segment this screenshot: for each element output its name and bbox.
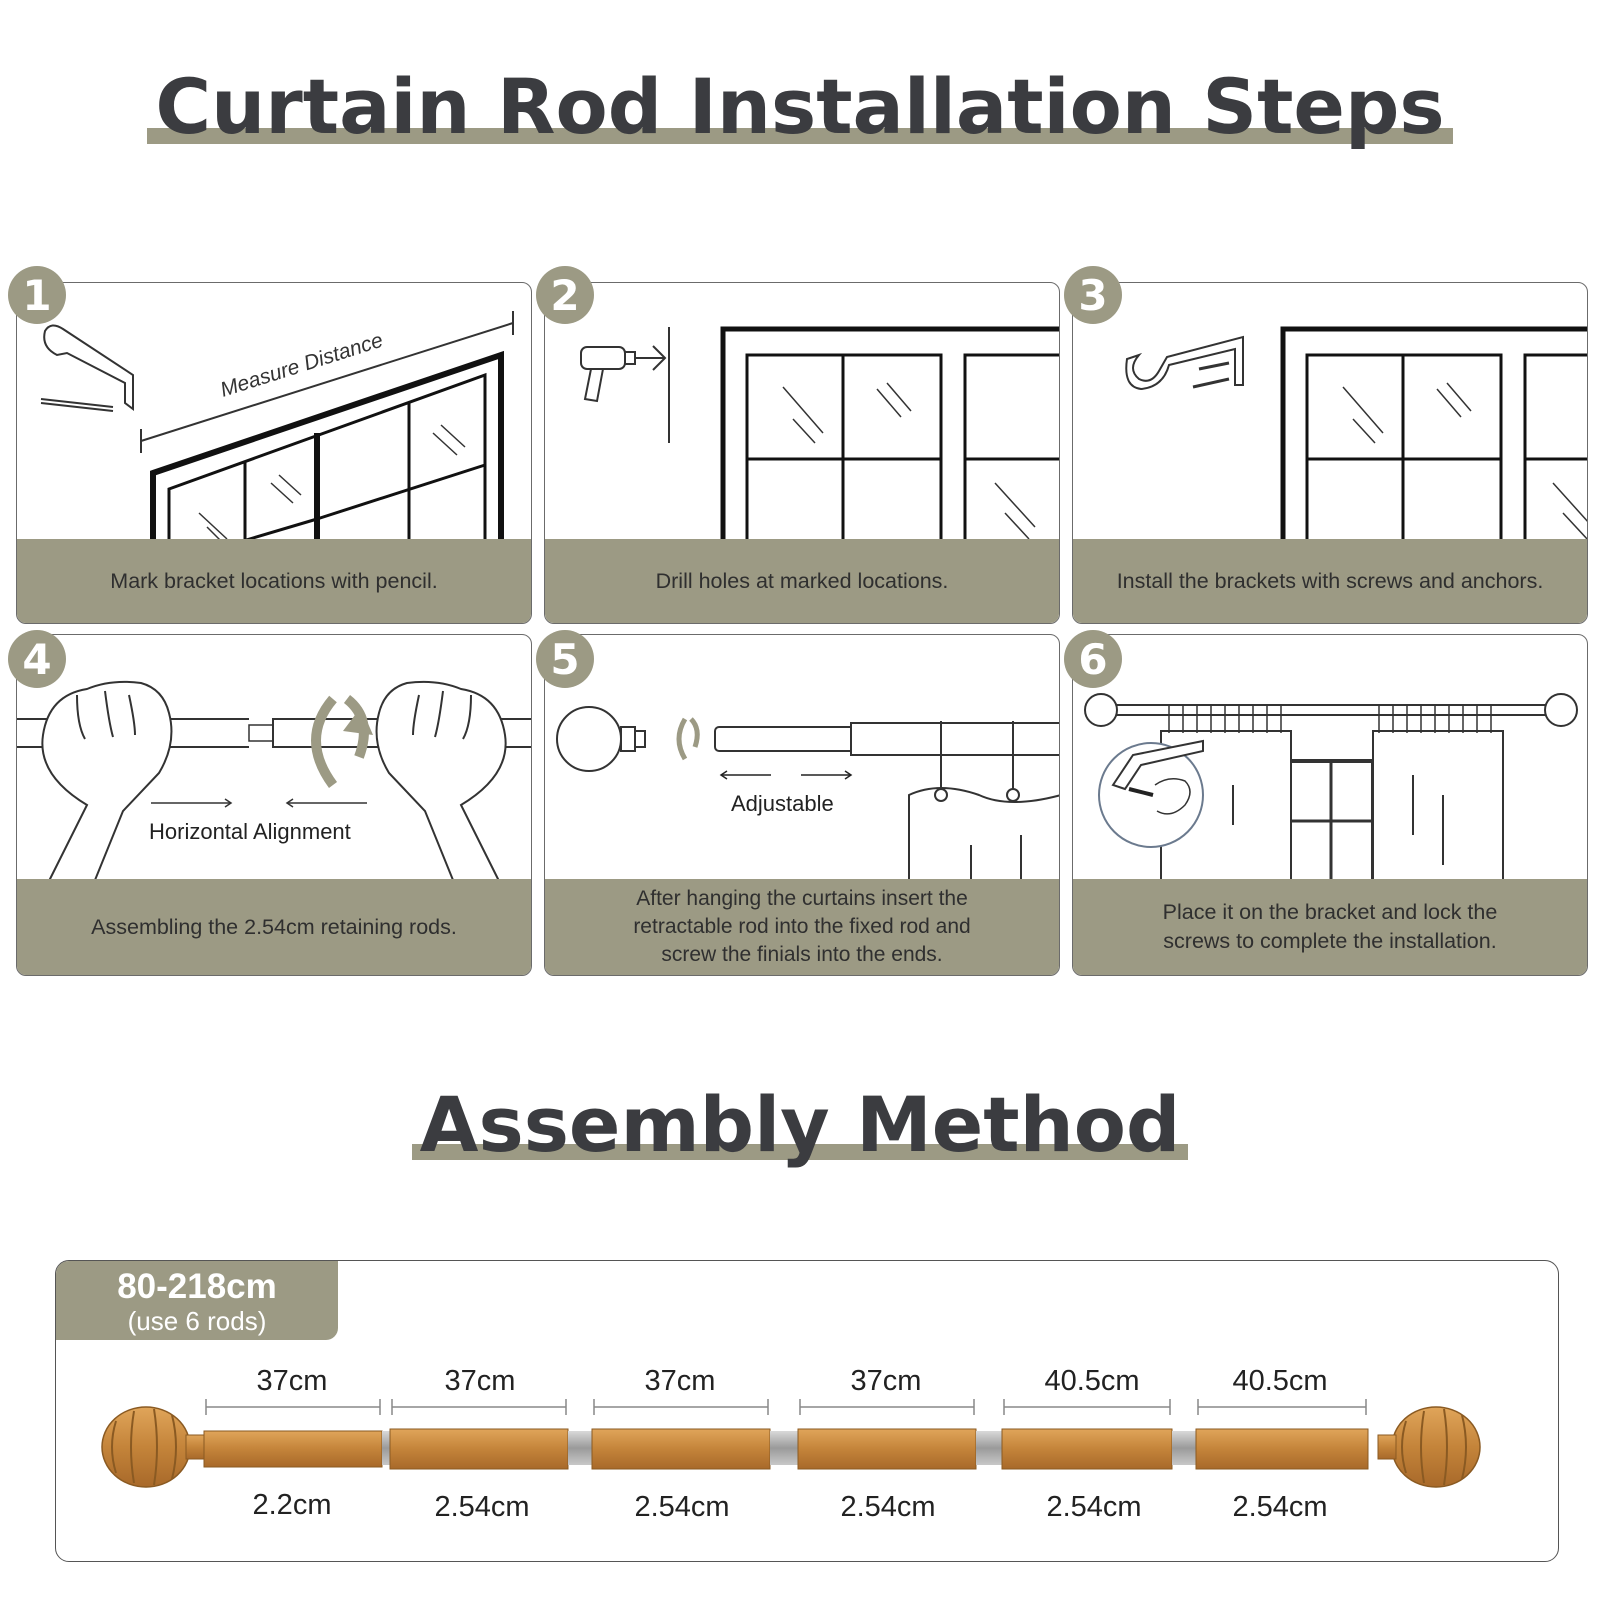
assembly-title: Assembly Method bbox=[419, 1080, 1181, 1169]
finial-icon bbox=[557, 707, 645, 771]
step-4-panel bbox=[16, 634, 532, 976]
length-dimension-lines bbox=[206, 1399, 1366, 1415]
step-1-panel bbox=[16, 282, 532, 624]
dimension-line bbox=[206, 1399, 380, 1415]
step-4-caption: Assembling the 2.54cm retaining rods. bbox=[17, 879, 531, 975]
rod-segment bbox=[798, 1429, 976, 1469]
range-value: 80-218cm bbox=[117, 1267, 277, 1306]
rod-segments bbox=[204, 1429, 1368, 1469]
dimension-line bbox=[1004, 1399, 1170, 1415]
rod-connector bbox=[976, 1431, 1002, 1465]
rod-connector bbox=[568, 1431, 592, 1465]
step-3-badge: 3 bbox=[1064, 266, 1122, 324]
rotate-arrow-small-icon bbox=[679, 719, 697, 759]
segment-6-length: 40.5cm bbox=[1232, 1365, 1328, 1397]
step-3-panel bbox=[1072, 282, 1588, 624]
right-finial-icon bbox=[1378, 1407, 1480, 1487]
segment-5-length: 40.5cm bbox=[1044, 1365, 1140, 1397]
step-6-panel bbox=[1072, 634, 1588, 976]
bracket-zoom-icon bbox=[1099, 741, 1203, 847]
segment-6-diameter: 2.54cm bbox=[1232, 1491, 1328, 1523]
bracket-screws-icon bbox=[1126, 337, 1243, 389]
rod-connector bbox=[1172, 1431, 1196, 1465]
installation-title: Curtain Rod Installation Steps bbox=[155, 62, 1445, 151]
segment-4-length: 37cm bbox=[850, 1365, 922, 1397]
horizontal-alignment-label: Horizontal Alignment bbox=[149, 819, 351, 844]
segment-3-length: 37cm bbox=[644, 1365, 716, 1397]
segment-2-length: 37cm bbox=[444, 1365, 516, 1397]
assembly-box bbox=[55, 1260, 1559, 1562]
bracket-icon bbox=[41, 325, 133, 411]
rod-connector bbox=[382, 1431, 390, 1465]
step-5-badge: 5 bbox=[536, 630, 594, 688]
rod-connector bbox=[770, 1431, 798, 1465]
step-1-caption: Mark bracket locations with pencil. bbox=[17, 539, 531, 623]
step-5-panel bbox=[544, 634, 1060, 976]
rod-segment bbox=[390, 1429, 568, 1469]
segment-1-diameter: 2.2cm bbox=[252, 1489, 332, 1521]
segment-4-diameter: 2.54cm bbox=[840, 1491, 936, 1523]
rod-segment bbox=[592, 1429, 770, 1469]
assembly-heading bbox=[0, 1080, 1600, 1169]
step-3-caption: Install the brackets with screws and anchors. bbox=[1073, 539, 1587, 623]
left-hand-icon bbox=[42, 682, 171, 885]
segment-5-diameter: 2.54cm bbox=[1046, 1491, 1142, 1523]
dimension-line bbox=[594, 1399, 768, 1415]
step-6-caption: Place it on the bracket and lock the screws to complete the installation. bbox=[1073, 879, 1587, 975]
rotate-arrow-icon bbox=[316, 699, 373, 785]
step-1-badge: 1 bbox=[8, 266, 66, 324]
step-2-badge: 2 bbox=[536, 266, 594, 324]
dimension-line bbox=[1198, 1399, 1366, 1415]
step-2-caption: Drill holes at marked locations. bbox=[545, 539, 1059, 623]
step-2-panel bbox=[544, 282, 1060, 624]
step-4-badge: 4 bbox=[8, 630, 66, 688]
left-finial-icon bbox=[102, 1407, 204, 1487]
segment-2-diameter: 2.54cm bbox=[434, 1491, 530, 1523]
segment-3-diameter: 2.54cm bbox=[634, 1491, 730, 1523]
range-note: (use 6 rods) bbox=[127, 1306, 267, 1336]
rod-segment bbox=[1002, 1429, 1172, 1469]
adjustable-label: Adjustable bbox=[731, 791, 834, 816]
dimension-line bbox=[800, 1399, 974, 1415]
measure-distance-label: Measure Distance bbox=[217, 328, 386, 402]
right-hand-icon bbox=[377, 682, 506, 885]
rod-segment bbox=[1196, 1429, 1368, 1469]
rod-segment bbox=[204, 1431, 382, 1467]
drill-icon bbox=[581, 346, 665, 401]
step-5-caption: After hanging the curtains insert the retractable rod into the fixed rod and screw the finials into the ends. bbox=[545, 879, 1059, 975]
installation-heading bbox=[0, 62, 1600, 151]
segment-1-length: 37cm bbox=[256, 1365, 328, 1397]
step-6-badge: 6 bbox=[1064, 630, 1122, 688]
dimension-line bbox=[392, 1399, 566, 1415]
